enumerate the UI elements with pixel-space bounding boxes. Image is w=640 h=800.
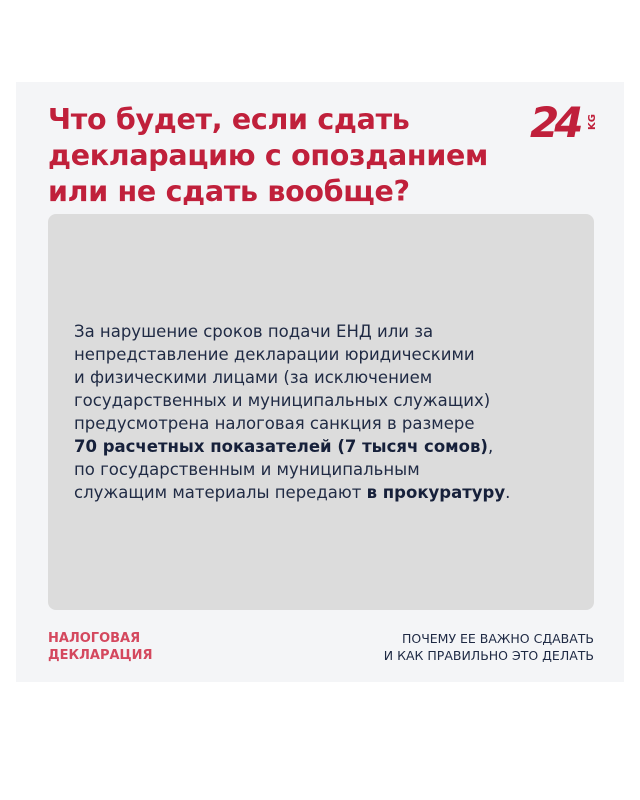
body-text (74, 320, 584, 504)
logo-number: 24 (530, 98, 579, 147)
footer-line: ПОЧЕМУ ЕЕ ВАЖНО СДАВАТЬ (401, 631, 594, 646)
footer-topic-label (48, 630, 152, 664)
body-line (74, 435, 584, 458)
body-fragment: служащим материалы передают (74, 483, 367, 502)
punctuation: . (505, 483, 511, 502)
body-line: государственных и муниципальных служащих) (74, 391, 491, 410)
body-line: непредставление декларации юридическими (74, 345, 475, 364)
title-line: или не сдать вообще? (48, 175, 410, 208)
title-line: декларацию с опозданием (48, 139, 489, 172)
punctuation: , (487, 437, 494, 456)
title-line: Что будет, если сдать (48, 103, 410, 136)
prosecutor-highlight: в прокуратуру (366, 483, 506, 502)
content-panel (48, 214, 594, 610)
footer-line: ДЕКЛАРАЦИЯ (48, 648, 153, 663)
penalty-amount: 70 расчетных показателей (7 тысяч сомов) (74, 437, 488, 456)
footer-subtitle (384, 630, 594, 664)
body-line: и физическими лицами (за исключением (74, 368, 433, 387)
body-line: по государственным и муниципальным (74, 460, 420, 479)
info-card (16, 82, 624, 682)
body-line: предусмотрена налоговая санкция в размере (74, 414, 475, 433)
footer-line: НАЛОГОВАЯ (48, 631, 141, 646)
body-line (74, 481, 584, 504)
page-title (48, 102, 528, 210)
footer-line: И КАК ПРАВИЛЬНО ЭТО ДЕЛАТЬ (383, 648, 594, 663)
logo-suffix: KG (587, 114, 598, 130)
brand-logo (530, 98, 602, 148)
body-line: За нарушение сроков подачи ЕНД или за (74, 322, 434, 341)
